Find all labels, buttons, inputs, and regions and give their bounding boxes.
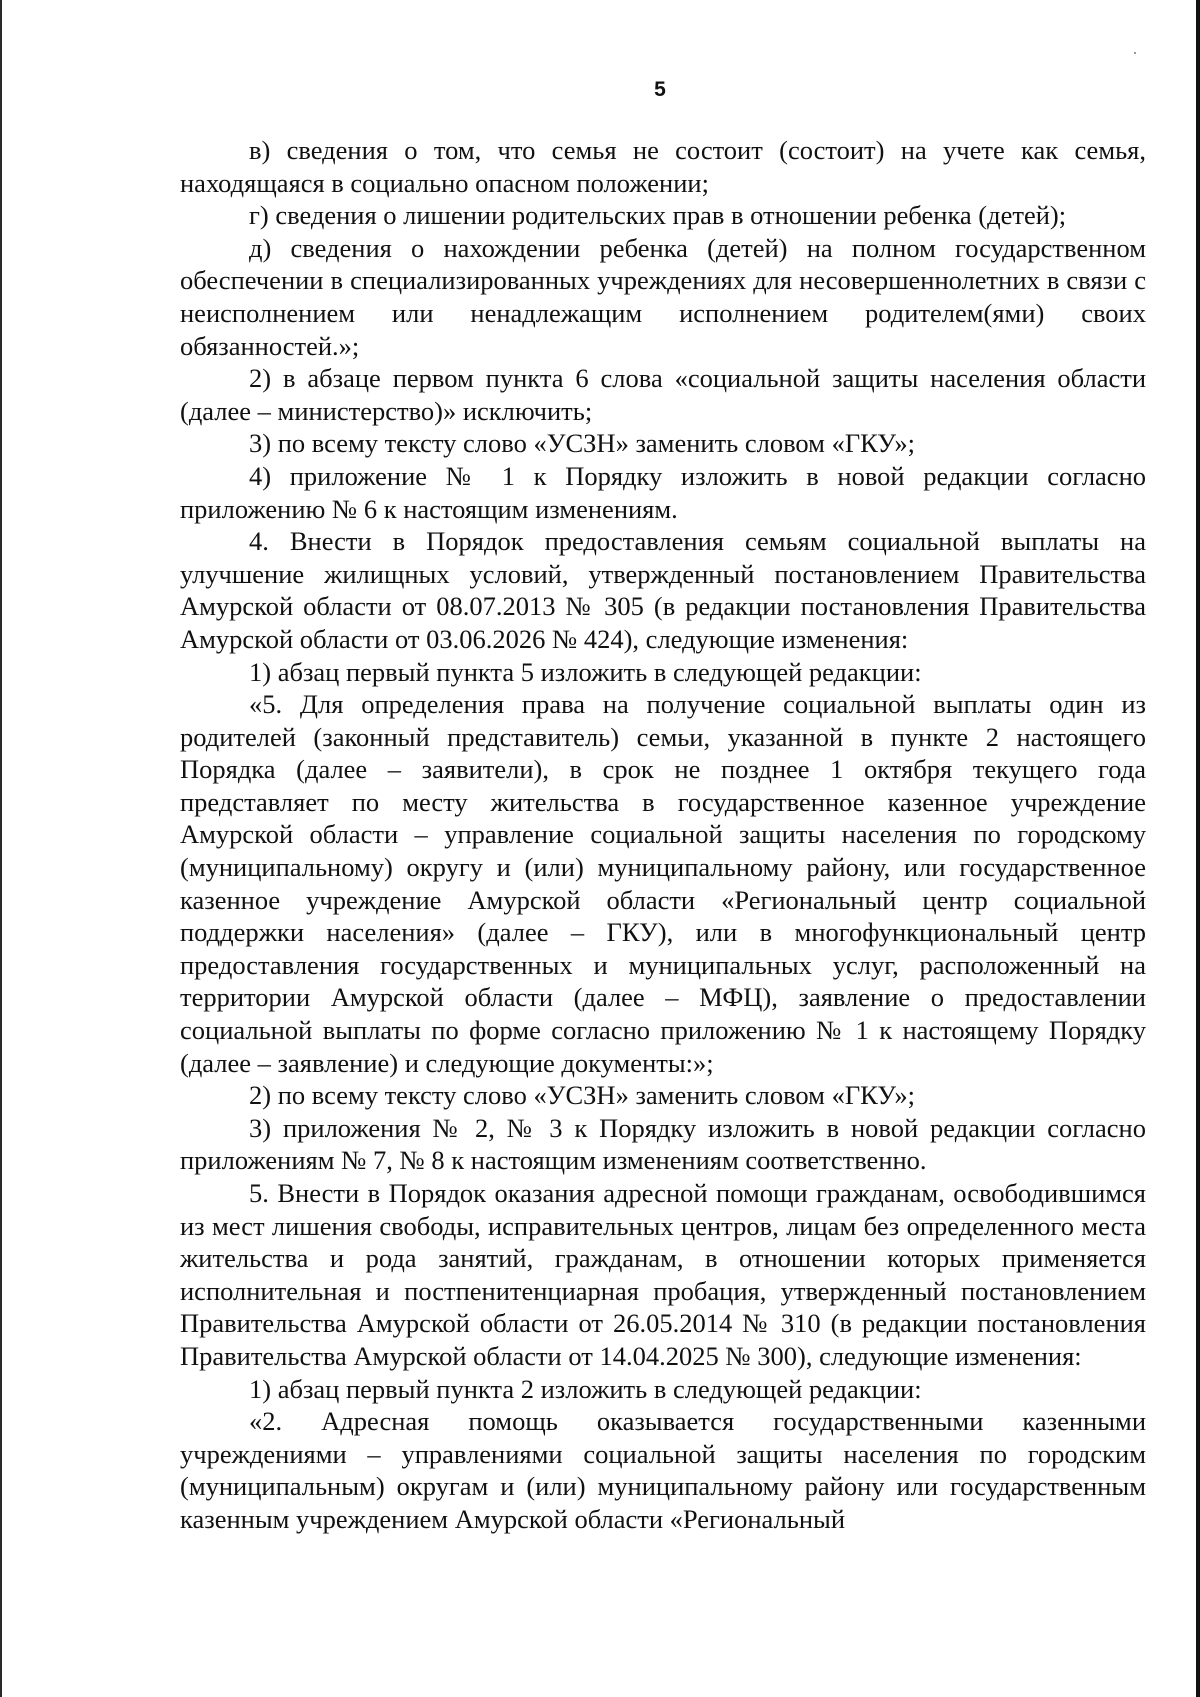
- scan-edge-right: [1196, 0, 1200, 1697]
- paragraph: г) сведения о лишении родительских прав в отношении ребенка (детей);: [249, 200, 1067, 231]
- paragraph: в) сведения о том, что семья не состоит (состоит) на учете как семья, находящаяся в социально опасном положении;: [180, 135, 1146, 198]
- document-body: [180, 134, 1146, 1536]
- paragraph: 5. Внести в Порядок оказания адресной помощи гражданам, освободившимся из мест лишения свободы, исправительных центров, лицам без определенного места жительства и рода занятий, гражданам, в отношении которых применяется исполнительная и постпенитенциарная пробация, утвержденный постановлением Правительства Амурской области от 26.05.2014 № 310 (в редакции постановления Правительства Амурской области от 14.04.2025 № 300), следующие изменения:: [180, 1178, 1146, 1371]
- paragraph: 4. Внести в Порядок предоставления семьям социальной выплаты на улучшение жилищных условий, утвержденный постановлением Правительства Амурской области от 08.07.2013 № 305 (в редакции постановления Правительства Амурской области от 03.06.2026 № 424), следующие изменения:: [180, 526, 1146, 654]
- paragraph: 2) в абзаце первом пункта 6 слова «социальной защиты населения области (далее – министерство)» исключить;: [180, 363, 1146, 426]
- scan-speck: [1134, 52, 1136, 54]
- page-number: 5: [654, 78, 666, 101]
- paragraph: «2. Адресная помощь оказывается государственными казенными учреждениями – управлениями социальной защиты населения по городским (муниципальным) округам и (или) муниципальному району или государственным казенным учреждением Амурской области «Региональный: [180, 1406, 1146, 1534]
- paragraph: 3) приложения № 2, № 3 к Порядку изложить в новой редакции согласно приложениям № 7, № 8 к настоящим изменениям соответственно.: [180, 1112, 1146, 1176]
- scan-edge-left: [0, 0, 2, 1697]
- paragraph: 3) по всему тексту слово «УСЗН» заменить словом «ГКУ»;: [249, 428, 915, 459]
- paragraph: 4) приложение № 1 к Порядку изложить в новой редакции согласно приложению № 6 к настоящим изменениям.: [180, 460, 1146, 524]
- paragraph: д) сведения о нахождении ребенка (детей) на полном государственном обеспечении в специализированных учреждениях для несовершеннолетних в связи с неисполнением или ненадлежащим исполнением родителем(ями) своих обязанностей.»;: [180, 232, 1146, 361]
- paragraph: 2) по всему тексту слово «УСЗН» заменить словом «ГКУ»;: [249, 1080, 915, 1111]
- paragraph: 1) абзац первый пункта 2 изложить в следующей редакции:: [249, 1373, 922, 1404]
- paragraph: «5. Для определения права на получение социальной выплаты один из родителей (законный представитель) семьи, указанной в пункте 2 настоящего Порядка (далее – заявители), в срок не позднее 1 октября текущего года представляет по месту жительства в государственное казенное учреждение Амурской области – управление социальной защиты населения по городскому (муниципальному) округу и (или) муниципальному району, или государственное казенное учреждение Амурской области «Региональный центр социальной поддержки населения» (далее – ГКУ), или в многофункциональный центр предоставления государственных и муниципальных услуг, расположенный на территории Амурской области (далее – МФЦ), заявление о предоставлении социальной выплаты по форме согласно приложению № 1 к настоящему Порядку (далее – заявление) и следующие документы:»;: [180, 689, 1146, 1078]
- paragraph: 1) абзац первый пункта 5 изложить в следующей редакции:: [249, 656, 922, 687]
